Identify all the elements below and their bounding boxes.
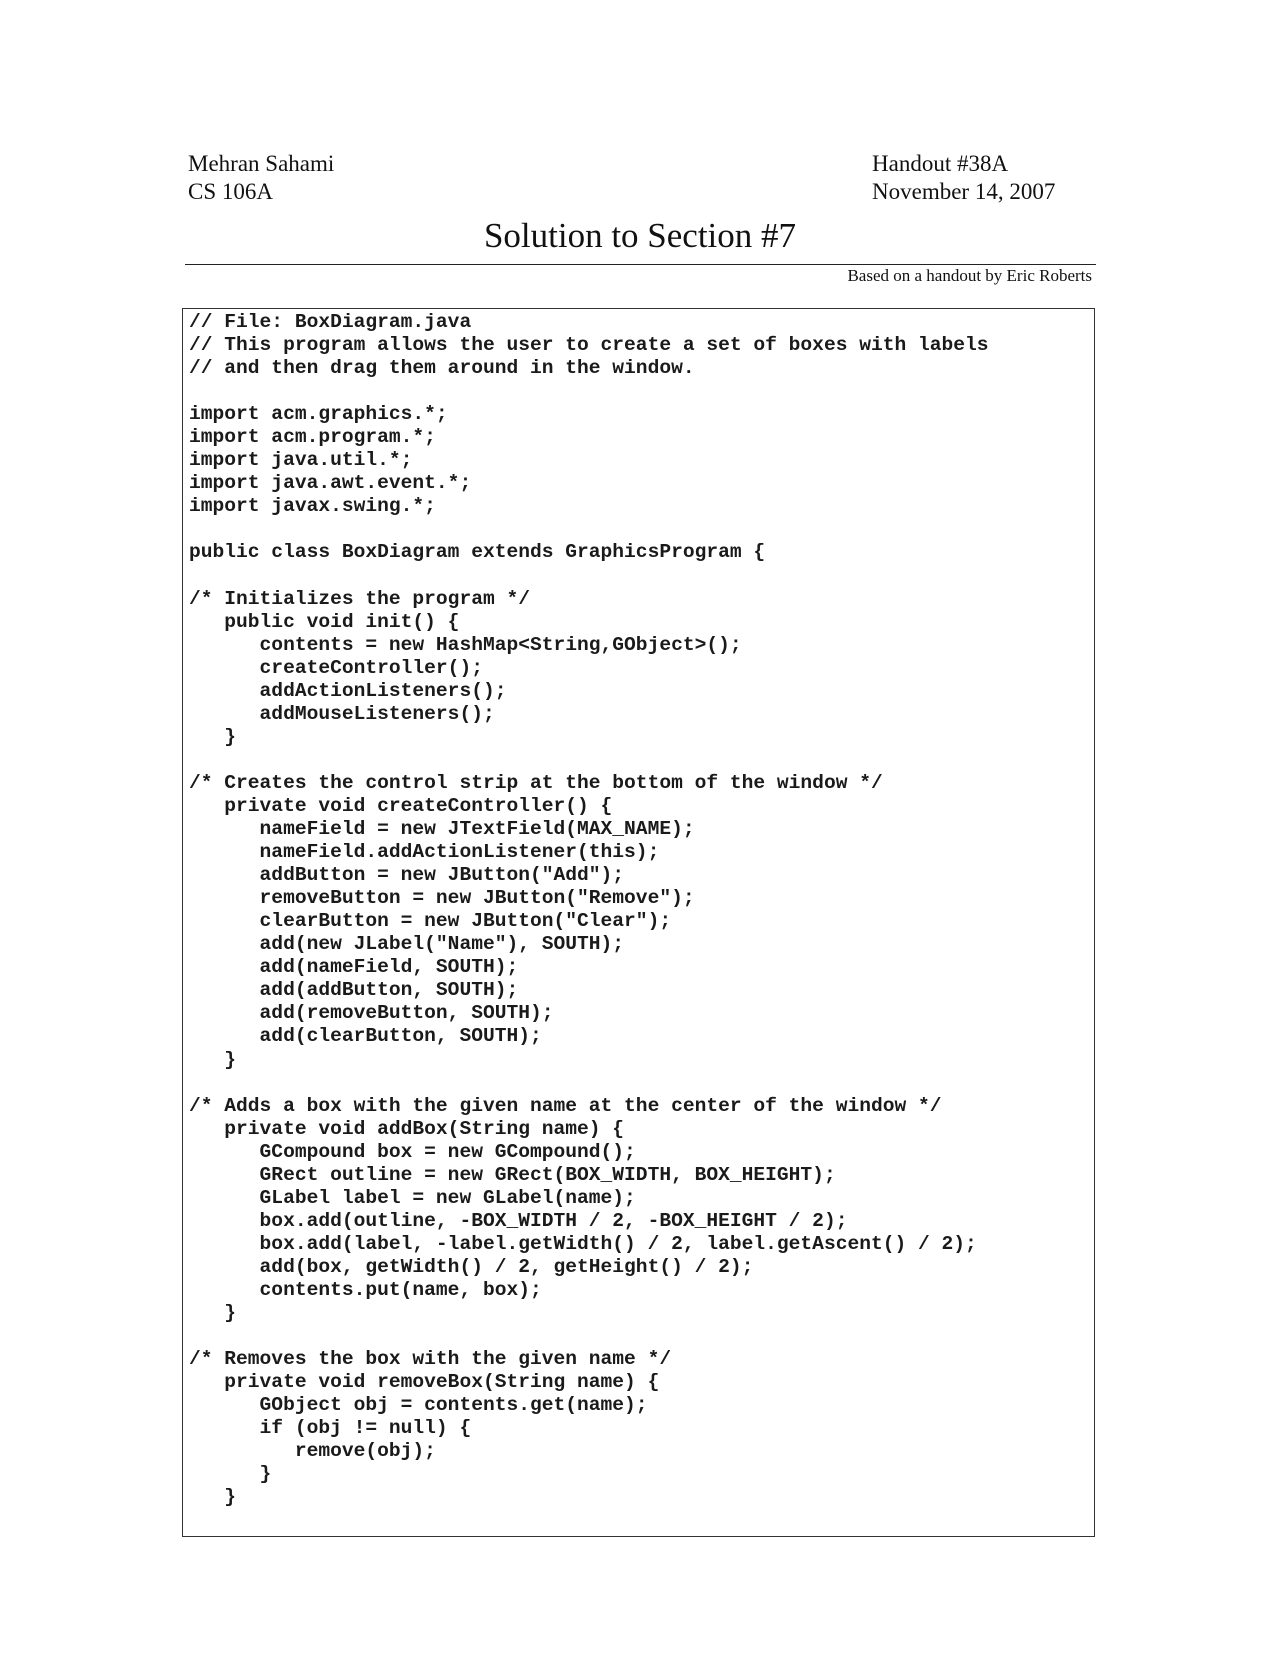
code-line: remove(obj); [189,1440,436,1463]
page-title: Solution to Section #7 [483,216,797,255]
code-line: // and then drag them around in the window. [189,357,695,380]
code-line: } [189,1302,237,1325]
code-line: addButton = new JButton("Add"); [189,864,625,887]
code-line [189,518,989,541]
code-line: } [189,1463,272,1486]
course-name: CS 106A [188,179,273,204]
code-line: box.add(outline, -BOX_WIDTH / 2, -BOX_HEIGHT / 2); [189,1209,848,1232]
code-line [189,1325,989,1348]
code-line: private void removeBox(String name) { [189,1371,660,1394]
code-line: add(clearButton, SOUTH); [189,1025,542,1048]
code-line [189,749,989,772]
code-line: contents.put(name, box); [189,1278,542,1301]
title-divider [185,264,1096,265]
handout-block [872,150,1055,206]
code-line: add(box, getWidth() / 2, getHeight() / 2); [189,1255,754,1278]
code-line: GObject obj = contents.get(name); [189,1394,648,1417]
code-line: // This program allows the user to create a set of boxes with labels [189,334,989,357]
code-line: private void createController() { [189,794,613,817]
code-line: import java.awt.event.*; [189,472,472,495]
author-name: Mehran Sahami [188,151,335,176]
code-line [189,1072,989,1095]
code-line: add(removeButton, SOUTH); [189,1002,554,1025]
code-line: add(nameField, SOUTH); [189,956,519,979]
author-block [188,150,334,206]
code-line: GRect outline = new GRect(BOX_WIDTH, BOX_HEIGHT); [189,1163,836,1186]
code-line: } [189,725,237,748]
credit-line: Based on a handout by Eric Roberts [847,266,1092,285]
code-line: createController(); [189,656,483,679]
code-line: } [189,1048,237,1071]
code-listing [189,311,989,1509]
code-line: removeButton = new JButton("Remove"); [189,887,695,910]
code-line: import javax.swing.*; [189,495,436,518]
code-line: private void addBox(String name) { [189,1117,625,1140]
code-line: import java.util.*; [189,449,413,472]
handout-number: Handout #38A [872,151,1009,176]
code-line: GLabel label = new GLabel(name); [189,1186,636,1209]
code-line: addMouseListeners(); [189,702,495,725]
code-line: // File: BoxDiagram.java [189,311,472,333]
handout-date: November 14, 2007 [872,179,1056,204]
code-line: import acm.program.*; [189,426,436,449]
code-line: nameField = new JTextField(MAX_NAME); [189,818,695,841]
code-line: public class BoxDiagram extends GraphicsProgram { [189,541,766,564]
code-line: contents = new HashMap<String,GObject>(); [189,633,742,656]
code-line: addActionListeners(); [189,679,507,702]
code-line: } [189,1486,237,1509]
code-line [189,380,989,403]
code-line: add(new JLabel("Name"), SOUTH); [189,933,625,956]
code-line: public void init() { [189,610,460,633]
code-line: GCompound box = new GCompound(); [189,1140,636,1163]
code-line: /* Initializes the program */ [189,587,530,610]
code-line: import acm.graphics.*; [189,403,448,426]
code-line: /* Creates the control strip at the bottom of the window */ [189,771,883,794]
code-line: box.add(label, -label.getWidth() / 2, label.getAscent() / 2); [189,1232,977,1255]
code-line [189,565,989,588]
code-line: add(addButton, SOUTH); [189,979,519,1002]
code-line: nameField.addActionListener(this); [189,841,660,864]
code-line: if (obj != null) { [189,1417,472,1440]
code-line: /* Removes the box with the given name */ [189,1348,672,1371]
code-line: clearButton = new JButton("Clear"); [189,910,672,933]
code-line: /* Adds a box with the given name at the center of the window */ [189,1094,942,1117]
